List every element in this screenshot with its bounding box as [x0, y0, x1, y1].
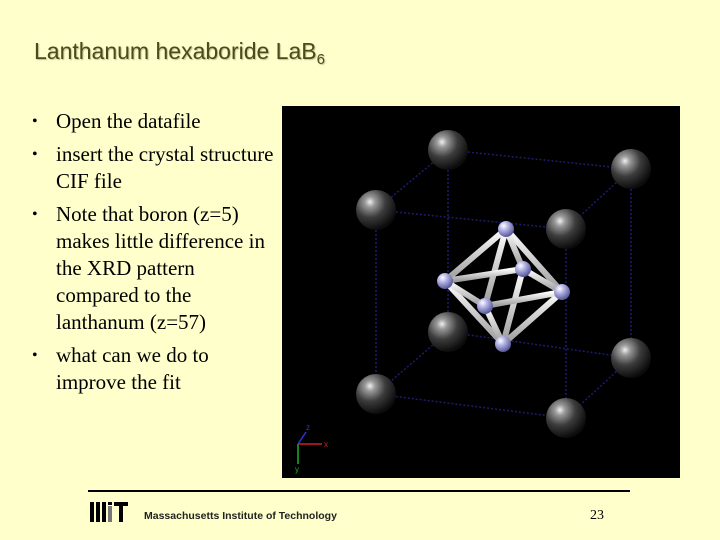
b-atom [437, 273, 453, 289]
b-atom [554, 284, 570, 300]
bullet-item [32, 108, 282, 135]
page-number: 23 [590, 508, 604, 523]
la-atom [611, 149, 651, 189]
bullet-text: Note that boron (z=5) makes little difference in the XRD pattern compared to the lanthanum (z=57) [56, 202, 265, 334]
b-atom [515, 261, 531, 277]
b-atom [495, 336, 511, 352]
bullet-text: what can we do to improve the fit [56, 343, 209, 394]
axis-z-label: z [306, 423, 310, 432]
title-subscript: 6 [316, 51, 325, 68]
b-atom [477, 298, 493, 314]
title-text: Lanthanum hexaboride LaB [34, 38, 317, 64]
la-atom [611, 338, 651, 378]
la-atom [356, 374, 396, 414]
la-atom [546, 209, 586, 249]
crystal-structure-render [282, 106, 680, 478]
bullet-text: Open the datafile [56, 109, 201, 133]
bullet-item [32, 342, 282, 396]
la-atom [428, 130, 468, 170]
bullet-dot-icon: • [32, 146, 38, 163]
la-atom [356, 190, 396, 230]
slide-title [34, 38, 325, 68]
bullet-item [32, 141, 282, 195]
la-atom [546, 398, 586, 438]
unit-cell-edges [376, 150, 631, 418]
axis-x-label: x [324, 440, 328, 449]
bullet-dot-icon: • [32, 347, 38, 364]
bullet-dot-icon: • [32, 206, 38, 223]
bullet-dot-icon: • [32, 113, 38, 130]
bullet-item [32, 201, 282, 336]
mit-logo-icon [90, 502, 130, 522]
institution-name: Massachusetts Institute of Technology [144, 510, 337, 522]
bullet-text: insert the crystal structure CIF file [56, 142, 274, 193]
axis-triad [298, 432, 322, 464]
la-atom [428, 312, 468, 352]
footer-divider [88, 490, 630, 492]
crystal-structure-viewer[interactable] [282, 106, 680, 478]
axis-y-label: y [295, 465, 299, 474]
b-atom [498, 221, 514, 237]
bullet-list [32, 108, 282, 402]
